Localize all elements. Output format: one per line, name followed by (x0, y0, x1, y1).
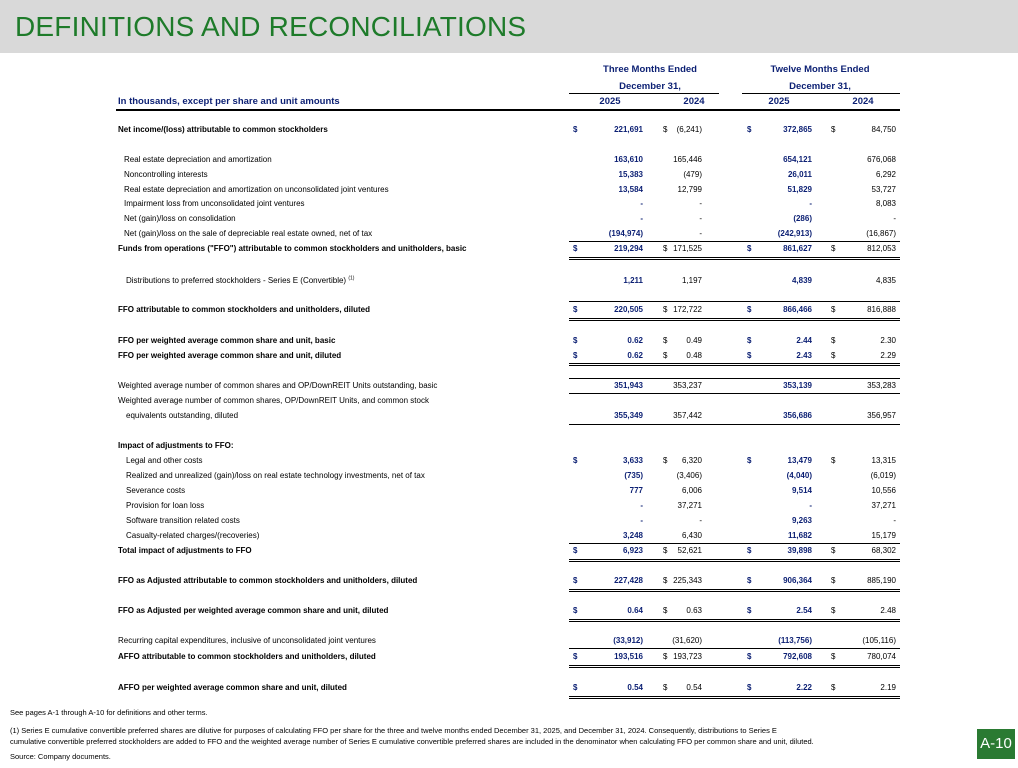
row-label: FFO per weighted average common share and unit, basic (118, 336, 336, 345)
table-row: AFFO per weighted average common share and unit, diluted $ 0.54 $ 0.54 $ 2.22 $ 2.19 (118, 683, 896, 692)
cell-value: 9,514 (791, 486, 812, 495)
cell-value: 11,682 (787, 531, 812, 540)
cell-value: - (699, 516, 702, 525)
cell-value: 356,957 (867, 411, 896, 420)
row-label: Weighted average number of common shares, OP/DownREIT Units, and common stock (118, 396, 429, 405)
table-row (0, 154, 1018, 166)
cell-value: 2.30 (880, 336, 896, 345)
cell-value: - (640, 214, 643, 223)
cell-value: 777 (629, 486, 643, 495)
cell-value: 68,302 (871, 546, 896, 555)
twelve-months-period: December 31, (789, 81, 851, 92)
cell-value: (6,241) (676, 125, 702, 134)
row-label: Real estate depreciation and amortization on unconsolidated joint ventures (124, 185, 389, 194)
total-double-rule (569, 665, 900, 668)
cell-value: 812,053 (867, 244, 896, 253)
cell-value: 3,248 (622, 531, 643, 540)
cell-value: 0.63 (686, 606, 702, 615)
cell-value: 0.48 (686, 351, 702, 360)
cell-value: 353,139 (783, 381, 812, 390)
year-col-3: 2025 (768, 96, 790, 107)
total-double-rule (569, 559, 900, 562)
section-heading: Impact of adjustments to FFO: (118, 441, 234, 450)
cell-value: (735) (624, 471, 643, 480)
row-label: Recurring capital expenditures, inclusive of unconsolidated joint ventures (118, 636, 376, 645)
cell-value: (6,019) (870, 471, 896, 480)
footnote-1-line-2: cumulative convertible preferred stockholders are added to FFO and the weighted average number of Series E cumulative convertible preferred shares are included in the denominator when calculating FFO per common share and unit, diluted. (10, 737, 814, 746)
cell-value: 15,179 (871, 531, 896, 540)
subtotal-rule (569, 301, 900, 302)
cell-value: 4,835 (875, 276, 896, 285)
cell-value: 0.62 (627, 336, 643, 345)
cell-value: (4,040) (786, 471, 812, 480)
row-label: FFO per weighted average common share and unit, diluted (118, 351, 342, 360)
total-double-rule (569, 318, 900, 321)
row-label: Funds from operations ("FFO") attributable to common stockholders and unitholders, basic (118, 244, 467, 253)
cell-value: (16,867) (866, 229, 896, 238)
table-row: FFO per weighted average common share and unit, diluted $ 0.62 $ 0.48 $ 2.43 $ 2.29 (118, 351, 896, 360)
cell-value: 52,621 (677, 546, 702, 555)
row-label: Weighted average number of common shares and OP/DownREIT Units outstanding, basic (118, 381, 438, 390)
cell-value: - (893, 516, 896, 525)
cell-value: 6,430 (681, 531, 702, 540)
twelve-months-header: Twelve Months Ended (770, 64, 870, 75)
table-row (0, 470, 1018, 482)
cell-value: 2.44 (796, 336, 812, 345)
row-label: Net income/(loss) attributable to common stockholders (118, 125, 328, 134)
table-row: Legal and other costs $ 3,633 $ 6,320 $ 13,479 $ 13,315 (126, 456, 896, 465)
cell-value: 885,190 (867, 576, 896, 585)
cell-value: - (893, 214, 896, 223)
cell-value: - (640, 501, 643, 510)
cell-value: 1,197 (681, 276, 702, 285)
cell-value: 353,283 (867, 381, 896, 390)
table-row: Net income/(loss) attributable to common stockholders $ 221,691 $ (6,241) $ 372,865 $ 84,750 (118, 125, 896, 134)
subtotal-rule (569, 393, 900, 394)
row-label: Legal and other costs (126, 456, 203, 465)
cell-value: 676,068 (867, 155, 896, 164)
period-rule-1 (569, 93, 719, 94)
cell-value: 866,466 (783, 305, 812, 314)
row-label: AFFO per weighted average common share and unit, diluted (118, 683, 347, 692)
three-months-header: Three Months Ended (603, 64, 697, 75)
cell-value: 6,292 (875, 170, 896, 179)
cell-value: 13,479 (787, 456, 812, 465)
cell-value: 26,011 (787, 170, 812, 179)
cell-value: 2.48 (880, 606, 896, 615)
year-col-2: 2024 (683, 96, 705, 107)
cell-value: 0.62 (627, 351, 643, 360)
row-label: Noncontrolling interests (124, 170, 208, 179)
cell-value: - (640, 516, 643, 525)
footnote-see-pages: See pages A-1 through A-10 for definitions and other terms. (10, 708, 208, 717)
cell-value: (113,756) (778, 636, 812, 645)
row-label: Software transition related costs (126, 516, 240, 525)
cell-value: 792,608 (783, 652, 812, 661)
table-row (0, 213, 1018, 225)
row-label: FFO as Adjusted attributable to common stockholders and unitholders, diluted (118, 576, 418, 585)
cell-value: 6,320 (681, 456, 702, 465)
row-label: Distributions to preferred stockholders - Series E (Convertible) (126, 276, 347, 285)
cell-value: 193,516 (614, 652, 643, 661)
year-col-1: 2025 (599, 96, 621, 107)
total-double-rule (569, 589, 900, 592)
cell-value: 53,727 (871, 185, 896, 194)
cell-value: (479) (683, 170, 702, 179)
cell-value: 861,627 (783, 244, 812, 253)
cell-value: 10,556 (871, 486, 896, 495)
table-row (0, 169, 1018, 181)
table-row: Total impact of adjustments to FFO $ 6,923 $ 52,621 $ 39,898 $ 68,302 (118, 546, 896, 555)
table-row (0, 380, 1018, 392)
table-row (0, 515, 1018, 527)
row-label: Provision for loan loss (126, 501, 205, 510)
total-double-rule (569, 363, 900, 366)
cell-value: (194,974) (608, 229, 643, 238)
cell-value: (286) (793, 214, 812, 223)
cell-value: 15,383 (618, 170, 643, 179)
cell-value: 39,898 (787, 546, 812, 555)
row-label: FFO as Adjusted per weighted average common share and unit, diluted (118, 606, 389, 615)
cell-value: 2.22 (796, 683, 812, 692)
cell-value: 2.29 (880, 351, 896, 360)
subtotal-rule (569, 378, 900, 379)
cell-value: 8,083 (875, 199, 896, 208)
cell-value: 12,799 (677, 185, 702, 194)
cell-value: 37,271 (871, 501, 896, 510)
source-note: Source: Company documents. (10, 752, 111, 761)
row-label: Impairment loss from unconsolidated joint ventures (124, 199, 305, 208)
cell-value: 2.19 (880, 683, 896, 692)
cell-value: 780,074 (867, 652, 896, 661)
row-label: equivalents outstanding, diluted (126, 411, 239, 420)
year-col-4: 2024 (852, 96, 874, 107)
cell-value: 4,839 (791, 276, 812, 285)
cell-value: 219,294 (614, 244, 643, 253)
cell-value: 0.54 (627, 683, 643, 692)
row-label: Net (gain)/loss on the sale of depreciable real estate owned, net of tax (124, 229, 373, 238)
units-note: In thousands, except per share and unit amounts (118, 96, 340, 107)
table-row (0, 395, 1018, 407)
cell-value: 0.64 (627, 606, 643, 615)
cell-value: 193,723 (673, 652, 702, 661)
table-row (0, 184, 1018, 196)
cell-value: 0.54 (686, 683, 702, 692)
cell-value: - (699, 199, 702, 208)
table-row (0, 440, 1018, 452)
row-label: Net (gain)/loss on consolidation (124, 214, 236, 223)
row-label: Real estate depreciation and amortization (124, 155, 272, 164)
cell-value: 356,686 (783, 411, 812, 420)
subtotal-rule (569, 543, 900, 544)
cell-value: 372,865 (783, 125, 812, 134)
table-row: FFO per weighted average common share and unit, basic $ 0.62 $ 0.49 $ 2.44 $ 2.30 (118, 336, 896, 345)
cell-value: (105,116) (862, 636, 896, 645)
cell-value: (3,406) (676, 471, 702, 480)
table-row: FFO attributable to common stockholders and unitholders, diluted $ 220,505 $ 172,722 $ 866,466 $ 816,888 (118, 305, 896, 314)
cell-value: 0.49 (686, 336, 702, 345)
table-row (0, 275, 1018, 287)
cell-value: 84,750 (871, 125, 896, 134)
row-label: Casualty-related charges/(recoveries) (126, 531, 260, 540)
cell-value: 172,722 (673, 305, 702, 314)
cell-value: 13,584 (618, 185, 643, 194)
footnote-ref: (1) (348, 275, 355, 282)
table-row: FFO as Adjusted per weighted average common share and unit, diluted $ 0.64 $ 0.63 $ 2.54 $ 2.48 (118, 606, 896, 615)
cell-value: 13,315 (871, 456, 896, 465)
cell-value: - (809, 199, 812, 208)
cell-value: 171,525 (673, 244, 702, 253)
cell-value: (242,913) (777, 229, 812, 238)
cell-value: (31,620) (672, 636, 702, 645)
table-row: AFFO attributable to common stockholders and unitholders, diluted $ 193,516 $ 193,723 $ 792,608 $ 780,074 (118, 652, 896, 661)
cell-value: (33,912) (613, 636, 643, 645)
cell-value: 2.54 (796, 606, 812, 615)
cell-value: 357,442 (673, 411, 702, 420)
cell-value: 9,263 (791, 516, 812, 525)
table-row: FFO as Adjusted attributable to common stockholders and unitholders, diluted $ 227,428 $ 225,343 $ 906,364 $ 885,190 (118, 576, 896, 585)
cell-value: - (640, 199, 643, 208)
table-row (0, 198, 1018, 210)
cell-value: 165,446 (673, 155, 702, 164)
subtotal-rule (569, 424, 900, 425)
cell-value: 51,829 (787, 185, 812, 194)
page-title: DEFINITIONS AND RECONCILIATIONS (15, 11, 527, 42)
row-label: Realized and unrealized (gain)/loss on real estate technology investments, net of tax (126, 471, 425, 480)
footnote-1-line-1: (1) Series E cumulative convertible preferred shares are dilutive for purposes of calculating FFO per share for the three and twelve months ended December 31, 2025, and December 31, 2024. Consequently, distributions to Series E (10, 726, 777, 735)
cell-value: 163,610 (614, 155, 643, 164)
period-rule-2 (742, 93, 900, 94)
subtotal-rule (569, 648, 900, 649)
three-months-period: December 31, (619, 81, 681, 92)
page-number-badge: A-10 (977, 729, 1015, 759)
cell-value: 3,633 (622, 456, 643, 465)
row-label: Total impact of adjustments to FFO (118, 546, 252, 555)
table-row: Funds from operations ("FFO") attributable to common stockholders and unitholders, basic $ 219,294 $ 171,525 $ 861,627 $ 812,053 (118, 244, 896, 253)
row-label: FFO attributable to common stockholders and unitholders, diluted (118, 305, 371, 314)
cell-value: 654,121 (783, 155, 812, 164)
cell-value: 227,428 (614, 576, 643, 585)
row-label: AFFO attributable to common stockholders and unitholders, diluted (118, 652, 376, 661)
cell-value: 220,505 (614, 305, 643, 314)
table-row (0, 500, 1018, 512)
table-row (0, 485, 1018, 497)
total-double-rule (569, 257, 900, 260)
header-rule (116, 109, 900, 111)
cell-value: 221,691 (614, 125, 643, 134)
cell-value: - (699, 214, 702, 223)
cell-value: - (809, 501, 812, 510)
table-row (0, 530, 1018, 542)
cell-value: 1,211 (623, 276, 643, 285)
cell-value: 2.43 (796, 351, 812, 360)
cell-value: 353,237 (673, 381, 702, 390)
total-double-rule (569, 696, 900, 699)
row-label: Severance costs (126, 486, 186, 495)
table-row (0, 635, 1018, 647)
cell-value: 906,364 (783, 576, 812, 585)
table-row (0, 410, 1018, 422)
cell-value: 816,888 (867, 305, 896, 314)
table-row (0, 228, 1018, 240)
cell-value: 351,943 (614, 381, 643, 390)
total-double-rule (569, 619, 900, 622)
subtotal-rule (569, 241, 900, 242)
cell-value: 225,343 (673, 576, 702, 585)
cell-value: 6,923 (622, 546, 643, 555)
cell-value: 355,349 (614, 411, 643, 420)
cell-value: - (699, 229, 702, 238)
cell-value: 37,271 (677, 501, 702, 510)
cell-value: 6,006 (681, 486, 702, 495)
